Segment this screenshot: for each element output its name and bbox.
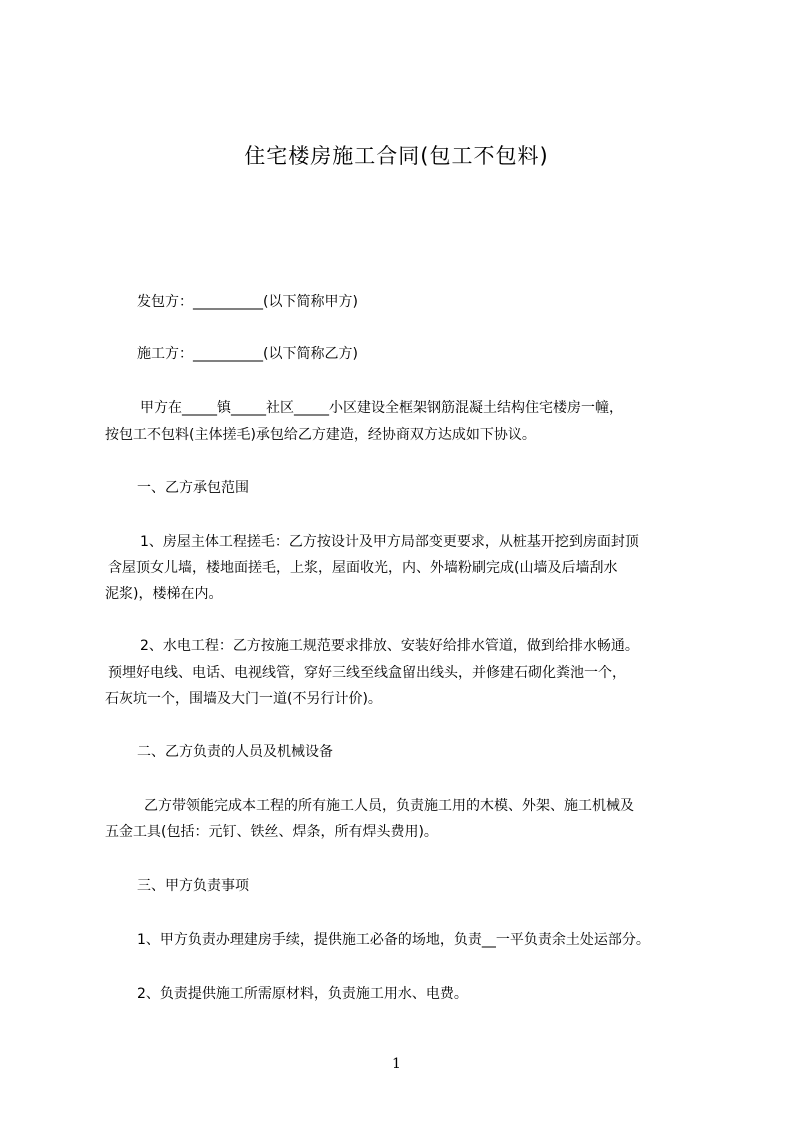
party-b-line: 施工方：__________(以下简称乙方) [137, 346, 358, 362]
section-1-item-1-line-1: 1、房屋主体工程搓毛：乙方按设计及甲方局部变更要求，从桩基开挖到房面封顶 [140, 534, 639, 550]
section-1-item-1-line-3: 泥浆)，楼梯在内。 [105, 586, 223, 602]
section-1-item-2-line-3: 石灰坑一个，围墙及大门一道(不另行计价)。 [105, 691, 382, 707]
party-a-line: 发包方：__________(以下简称甲方) [137, 294, 358, 310]
section-1-item-1-line-2: 含屋顶女儿墙，楼地面搓毛，上浆，屋面收光，内、外墙粉刷完成(山墙及后墙刮水 [108, 560, 618, 576]
section-2-body-line-1: 乙方带领能完成本工程的所有施工人员，负责施工用的木模、外架、施工机械及 [144, 798, 634, 814]
intro-line-1: 甲方在_____镇_____社区_____小区建设全框架钢筋混凝土结构住宅楼房一幢， [140, 400, 623, 416]
section-2-body-line-2: 五金工具(包括：元钉、铁丝、焊条，所有焊头费用)。 [105, 824, 438, 840]
intro-line-2: 按包工不包料(主体搓毛)承包给乙方建造，经协商双方达成如下协议。 [105, 427, 536, 443]
section-1-heading: 一、乙方承包范围 [137, 480, 249, 496]
section-3-item-1: 1、甲方负责办理建房手续，提供施工必备的场地，负责__一平负责余土处运部分。 [137, 932, 650, 948]
section-3-item-2: 2、负责提供施工所需原材料，负责施工用水、电费。 [137, 986, 468, 1002]
section-2-heading: 二、乙方负责的人员及机械设备 [137, 744, 333, 760]
page-number: 1 [392, 1056, 401, 1072]
section-1-item-2-line-2: 预埋好电线、电话、电视线管，穿好三线至线盒留出线头，并修建石砌化粪池一个， [108, 665, 626, 681]
section-1-item-2-line-1: 2、水电工程：乙方按施工规范要求排放、安装好给排水管道，做到给排水畅通。 [140, 638, 639, 654]
section-3-heading: 三、甲方负责事项 [137, 878, 249, 894]
document-title: 住宅楼房施工合同(包工不包料) [244, 144, 549, 168]
